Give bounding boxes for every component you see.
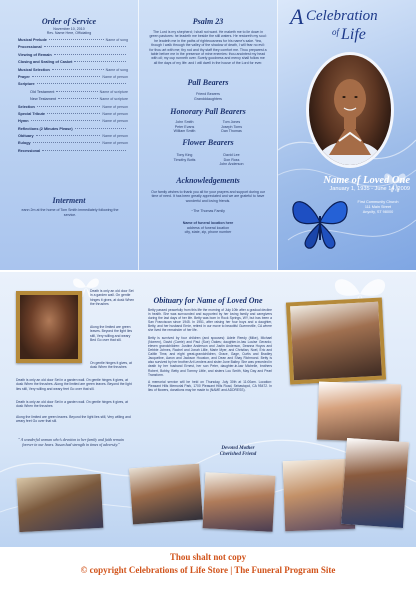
flower-bearer-name [161, 162, 208, 167]
honorary-bearer-name: Joseph Toms [220, 124, 243, 129]
dot-leader [44, 46, 126, 47]
service-item-label: Viewing of Remain [18, 52, 52, 57]
copyright-footer [0, 547, 416, 589]
service-item-label: Selection [18, 104, 35, 109]
photo-image [129, 464, 203, 525]
dot-leader [47, 113, 100, 114]
order-of-service-item [18, 112, 128, 119]
dot-leader [42, 150, 126, 151]
dot-leader [32, 76, 101, 77]
photo-image [341, 438, 409, 528]
flower-bearer-name: Timothy Botts [173, 157, 196, 162]
service-item-label: Musical Selection [18, 67, 50, 72]
order-of-service-item [18, 82, 128, 89]
dot-leader [36, 135, 101, 136]
flower-bearer-name: John Anderson [219, 162, 244, 167]
service-item-label: Hymn [18, 119, 29, 124]
family-photo [341, 438, 409, 528]
service-item-label: Eulogy [18, 141, 31, 146]
cover-title-celebration: Celebration [306, 8, 378, 24]
service-item-value: Name of person [102, 141, 128, 146]
service-item-label: New Testament [30, 97, 57, 102]
obituary-paragraph: Betty is survived by four children (and spouses): Adele Reedy (Mike), Michael (Noreen), David (Carrie) and Paul (Sue) Oakes; daughter-in-law Louise Gerardo; eleven grandchildren: Justine Anderson and Justin Anderson, Deanna Hoyos and Debbie Johnes, Rachel and Jonah Lillie, Marie Myer, and Christian, Noel, Eric and Caitlin Tims; and eight great-grandchildren, Grace, Gage, Curtis and Bradley Jacqueline, Aaron and Jackson Houston, and Dean and Shay Richmond. Betty is also survived by her brother Art Lenders and sister June Bailey. She was preceded in death by her husband Ernest, her son Peter, daughter-in-law Michelle, brothers Robert, Bobby, Betty and Tommy Little, and sisters Lou Smith, May Day and Pearl Transform. [148, 335, 273, 377]
acknowledgements-text: Our family wishes to thank you all for your prayers and support during our time of need. It has been greatly appreciated and we are grateful to have wonderful and loving friends. [151, 190, 265, 203]
order-of-service-title: Order of Service [41, 17, 97, 26]
honorary-bearer-name: Peter Evans [174, 124, 195, 129]
order-of-service-item [18, 119, 128, 126]
service-item-label: Closing and Sealing of Casket [18, 60, 73, 65]
service-item-value: Name of song [105, 67, 128, 72]
flower-bearer-name: Tony King [176, 153, 193, 157]
poem-paragraph: Death is only an old door Set in a garden wall. On gentle hinges it gives, at dusk When the thrushes. Along the limited are green leaves. Beyond the light lies still, Very willing and weary feet Go over that sill. [16, 378, 132, 391]
order-of-service-item [18, 97, 128, 104]
flower-bearer-name: David Lee [223, 153, 240, 157]
psalm-title: Psalm 23 [192, 17, 224, 26]
faded-butterfly-icon [382, 170, 408, 194]
service-item-label: Musical Prelude [18, 38, 47, 42]
service-item-label: Reflections (2 Minutes Please) [18, 126, 73, 131]
dot-leader [58, 98, 98, 99]
flower-bearers-title: Flower Bearers [182, 138, 234, 147]
psalm-text: The Lord is my shepherd; I shall not want. He maketh me to lie down in green pastures: he leadeth me beside the still waters. He restoreth my soul: he leadeth me in the paths of righteousness for his name's sake. Yea, though I walk through the valley of the shadow of death, I will fear no evil: for thou art with me; thy rod and thy staff they comfort me. Thou preparest a table before me in the presence of mine enemies: thou anointest my head with oil; my cup runneth over. Surely goodness and mercy shall follow me all the days of my life: and I will dwell in the house of the Lord for ever. [149, 30, 267, 65]
service-date-block [0, 27, 138, 36]
obituary-text [148, 308, 272, 395]
honorary-bearer-name: John Smith [175, 120, 194, 124]
family-photo [203, 472, 276, 532]
venue-line: 111 Main Street [364, 204, 392, 209]
cover-portrait-photo [306, 52, 394, 168]
cover-name: Name of Loved One [323, 175, 410, 186]
devoted-caption [198, 446, 278, 458]
order-of-service-item [18, 127, 128, 134]
poem-paragraph: On gentle hinges it gives, at dusk When the thrushes [90, 361, 132, 370]
interment-title: Interment [52, 196, 86, 205]
venue-line: First Community Church [357, 200, 399, 204]
family-portrait-image [290, 302, 382, 381]
service-item-label: Prayer [18, 74, 30, 79]
portrait-image [309, 55, 391, 165]
program-outside-sheet [0, 0, 416, 270]
dot-leader [37, 106, 101, 107]
family-photo [129, 464, 203, 525]
order-of-service-item [18, 149, 128, 156]
dot-leader [33, 142, 101, 143]
service-officiant: Rev. Name Here, Officiating [46, 31, 92, 36]
order-of-service-item [18, 141, 128, 148]
service-item-value: Name of person [102, 111, 128, 116]
order-of-service-item [18, 68, 128, 75]
cover-title-life: Life [341, 26, 366, 43]
obituary-paragraph: A memorial service will be held on Thursday, July 30th at 11:00am. Location: Pleasant Hills Memorial Park, 1700 Pleasant Hills Road, Sebastopol, CA 95472. In lieu of flowers, donations may be made to (NAME and ADDRESS). [148, 379, 272, 393]
cover-venue [345, 200, 411, 214]
copyright-notice: © copyright Celebrations of Life Store | The Funeral Program Site [80, 565, 336, 575]
dot-leader [37, 83, 126, 84]
photo-image [203, 472, 276, 532]
service-item-value: Name of song [105, 38, 128, 42]
copy-warning: Thou shalt not copy [169, 552, 247, 562]
service-item-value: Name of person [102, 119, 128, 124]
dot-leader [54, 54, 126, 55]
dot-leader [74, 61, 126, 62]
cover-title-a: A [290, 4, 304, 29]
honorary-bearer-name: William Smith [173, 129, 196, 134]
honorary-bearer-name: Dan Thomas [221, 129, 242, 134]
memorial-quote: " A wonderful woman who's devotion to her family and faith remain forever in our hears. Susan had strength in times of adversity." [18, 438, 124, 447]
order-of-service-panel [0, 0, 138, 270]
service-item-label: Recessional [18, 148, 41, 153]
service-item-value: Name of person [102, 104, 128, 109]
order-of-service-item [18, 45, 128, 52]
portrait-figure [309, 55, 391, 165]
photo-image [17, 474, 104, 532]
acknowledgements-signature: ~The Thomas Family [191, 209, 225, 213]
psalm-panel [139, 0, 277, 270]
flower-bearer-name: Don Ross [223, 157, 240, 162]
poem-paragraph: Along the limited are green leaves. Beyond the light lies still, Very willing and weary feet Go over that sill. [16, 415, 131, 424]
service-item-value: Name of scripture [99, 89, 128, 94]
cover-dates: January 1, 1935 - June 14, 2009 [329, 186, 410, 192]
order-of-service-item [18, 90, 128, 97]
cover-title-of-life [332, 26, 366, 44]
funeral-home-address: address of funeral location [186, 225, 230, 230]
service-item-label: Obituary [18, 134, 34, 139]
woman-portrait-image [20, 295, 78, 359]
service-date: November 10, 2010 [53, 27, 85, 31]
interment-text: eann 2m at the home of Tom Smith immediately following the service. [21, 208, 119, 217]
order-of-service-item [18, 60, 128, 67]
funeral-home-name: Name of funeral location here [182, 221, 234, 225]
order-of-service-item [18, 105, 128, 112]
order-of-service-item [18, 134, 128, 141]
dot-leader [31, 120, 101, 121]
order-of-service-item [18, 53, 128, 60]
devoted-line: Cherished Friend [219, 452, 257, 457]
cover-title-of: of [332, 27, 340, 37]
blue-butterfly-icon [288, 192, 352, 252]
pall-bearers-names [139, 92, 277, 101]
service-item-label: Processional [18, 45, 42, 50]
poem-paragraph: Death is only an old door Set in a garden wall. On gentle hinges it gives, at dusk When the thrushes [90, 289, 135, 307]
pall-bearer-name: Grandddaughters [194, 96, 222, 101]
photo-image [317, 382, 401, 443]
gold-frame-photo [286, 298, 386, 385]
acknowledgements-title: Acknowledgements [176, 176, 240, 185]
obituary-paragraph: Betty passed peacefully from this life the morning of July 10th after a gradual decline in health. She was surrounded and supported by her loving family and caregivers during the last days of her life. Betty was born in Rock Springs, WY, but has been a San Franciscan since 1945. In 1951, after raising her four boys and a daughter, Betty, and her husband Ernie, retired in our move to beautiful Guerneville, CA where she lived the remainder of her life. [148, 308, 272, 333]
service-item-label: Old Testament [30, 89, 55, 94]
service-item-label: Special Tribute [18, 111, 46, 116]
honorary-pall-bearers-names [161, 120, 255, 134]
dot-leader [75, 128, 126, 129]
dot-leader [56, 91, 97, 92]
service-item-value: Name of person [102, 134, 128, 139]
flower-bearers-names [161, 153, 255, 167]
service-item-label: Scripture [18, 82, 35, 87]
service-item-value: Name of scripture [99, 97, 128, 102]
honorary-pall-bearers-title: Honorary Pall Bearers [170, 107, 246, 116]
dot-leader [49, 39, 104, 40]
funeral-home-block [139, 221, 277, 235]
family-photo [317, 382, 401, 443]
venue-line: Anycity, ST 98000 [362, 209, 394, 214]
pall-bearers-title: Pall Bearers [187, 78, 229, 87]
order-of-service-item [18, 75, 128, 82]
poem-paragraph: Along the limited are green leaves. Beyond the light lies still, Very willing and weary Bed Go over that sill. [90, 325, 133, 343]
honorary-bearer-name: Tom Jones [222, 120, 241, 124]
order-of-service-item [18, 38, 128, 45]
poem-paragraph: Death is only an old door Set in a garden wall. On gentle hinges it gives, at dusk When the thrushes [16, 400, 128, 409]
pall-bearer-name: Friend Bearers [196, 92, 220, 96]
funeral-home-city: city, state, zip, phone number [184, 230, 232, 235]
gold-frame-photo [16, 291, 82, 363]
dot-leader [52, 69, 104, 70]
obituary-title: Obituary for Name of Loved One [153, 296, 263, 305]
service-item-value: Name of person [102, 74, 128, 79]
order-of-service-list [18, 38, 128, 156]
devoted-line: Devoted Mother [221, 446, 255, 451]
family-group-photo [17, 474, 104, 532]
